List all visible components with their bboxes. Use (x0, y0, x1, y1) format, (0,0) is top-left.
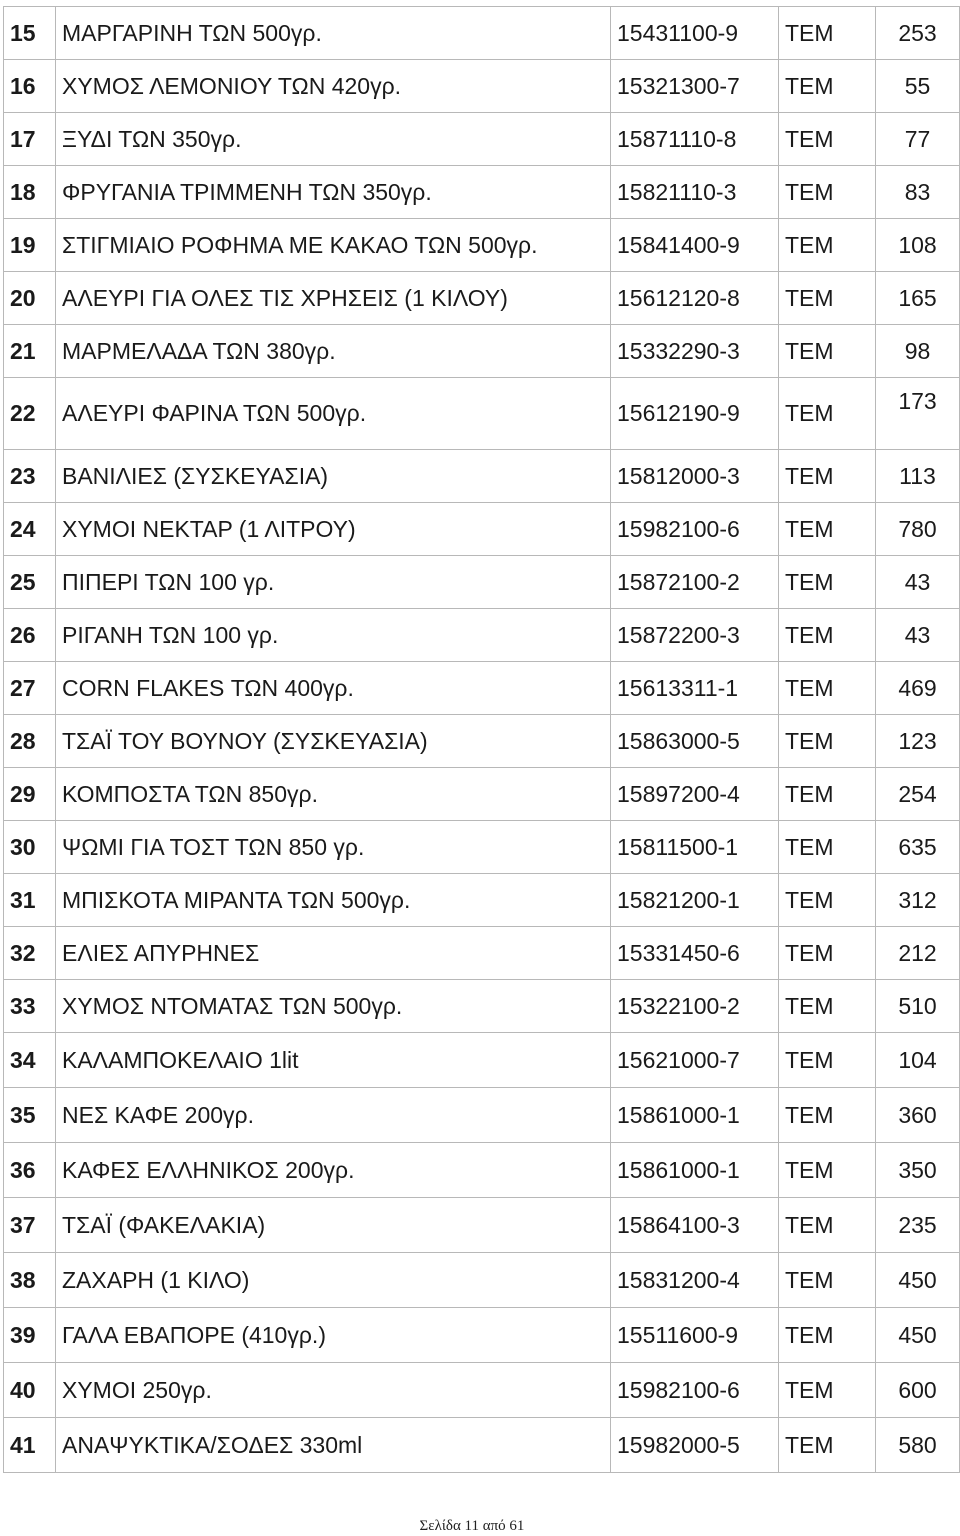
item-cpv-code: 15621000-7 (611, 1033, 779, 1088)
item-cpv-code: 15821110-3 (611, 166, 779, 219)
table-row (4, 503, 960, 556)
table-row (4, 219, 960, 272)
item-cpv-code: 15322100-2 (611, 980, 779, 1033)
item-quantity: 235 (876, 1198, 960, 1253)
table-row (4, 272, 960, 325)
item-quantity: 43 (876, 556, 960, 609)
table-row (4, 556, 960, 609)
item-description: ΖΑΧΑΡΗ (1 ΚΙΛΟ) (56, 1253, 611, 1308)
item-quantity: 360 (876, 1088, 960, 1143)
item-unit: ΤΕΜ (779, 1143, 876, 1198)
table-row (4, 378, 960, 450)
item-number: 16 (4, 60, 56, 113)
item-unit: ΤΕΜ (779, 556, 876, 609)
item-description: ΤΣΑΪ (ΦΑΚΕΛΑΚΙΑ) (56, 1198, 611, 1253)
table-row (4, 1198, 960, 1253)
table-row (4, 1088, 960, 1143)
item-quantity: 635 (876, 821, 960, 874)
table-row (4, 325, 960, 378)
table-row (4, 113, 960, 166)
item-unit: ΤΕΜ (779, 874, 876, 927)
item-cpv-code: 15871110-8 (611, 113, 779, 166)
item-number: 20 (4, 272, 56, 325)
item-unit: ΤΕΜ (779, 1198, 876, 1253)
item-description: ΧΥΜΟΣ ΝΤΟΜΑΤΑΣ ΤΩΝ 500γρ. (56, 980, 611, 1033)
item-unit: ΤΕΜ (779, 821, 876, 874)
item-quantity: 450 (876, 1308, 960, 1363)
item-quantity: 450 (876, 1253, 960, 1308)
item-number: 35 (4, 1088, 56, 1143)
item-quantity: 55 (876, 60, 960, 113)
item-description: ΜΑΡΓΑΡΙΝΗ ΤΩΝ 500γρ. (56, 7, 611, 60)
item-unit: ΤΕΜ (779, 113, 876, 166)
item-quantity: 469 (876, 662, 960, 715)
item-unit: ΤΕΜ (779, 768, 876, 821)
item-cpv-code: 15872100-2 (611, 556, 779, 609)
item-number: 36 (4, 1143, 56, 1198)
table-row (4, 874, 960, 927)
item-quantity: 254 (876, 768, 960, 821)
item-unit: ΤΕΜ (779, 60, 876, 113)
item-description: ΠΙΠΕΡΙ ΤΩΝ 100 γρ. (56, 556, 611, 609)
table-row (4, 166, 960, 219)
item-cpv-code: 15321300-7 (611, 60, 779, 113)
table-row (4, 7, 960, 60)
table-row (4, 662, 960, 715)
item-quantity: 165 (876, 272, 960, 325)
item-quantity: 580 (876, 1418, 960, 1473)
item-cpv-code: 15613311-1 (611, 662, 779, 715)
item-number: 29 (4, 768, 56, 821)
item-cpv-code: 15431100-9 (611, 7, 779, 60)
item-quantity: 350 (876, 1143, 960, 1198)
item-cpv-code: 15821200-1 (611, 874, 779, 927)
item-description: ΧΥΜΟΙ 250γρ. (56, 1363, 611, 1418)
item-number: 22 (4, 378, 56, 450)
item-number: 37 (4, 1198, 56, 1253)
item-quantity: 212 (876, 927, 960, 980)
table-row (4, 1143, 960, 1198)
item-number: 38 (4, 1253, 56, 1308)
table-row (4, 1363, 960, 1418)
item-quantity: 43 (876, 609, 960, 662)
item-description: ΧΥΜΟΣ ΛΕΜΟΝΙΟΥ ΤΩΝ 420γρ. (56, 60, 611, 113)
item-unit: ΤΕΜ (779, 219, 876, 272)
item-description: ΜΑΡΜΕΛΑΔΑ ΤΩΝ 380γρ. (56, 325, 611, 378)
item-description: ΝΕΣ ΚΑΦΕ 200γρ. (56, 1088, 611, 1143)
item-cpv-code: 15982000-5 (611, 1418, 779, 1473)
item-cpv-code: 15982100-6 (611, 1363, 779, 1418)
item-unit: ΤΕΜ (779, 1088, 876, 1143)
item-description: ΑΝΑΨΥΚΤΙΚΑ/ΣΟΔΕΣ 330ml (56, 1418, 611, 1473)
table-row (4, 450, 960, 503)
item-quantity: 123 (876, 715, 960, 768)
item-number: 19 (4, 219, 56, 272)
item-description: ΓΑΛΑ ΕΒΑΠΟΡΕ (410γρ.) (56, 1308, 611, 1363)
item-cpv-code: 15864100-3 (611, 1198, 779, 1253)
item-cpv-code: 15831200-4 (611, 1253, 779, 1308)
item-cpv-code: 15331450-6 (611, 927, 779, 980)
item-description: ΒΑΝΙΛΙΕΣ (ΣΥΣΚΕΥΑΣΙΑ) (56, 450, 611, 503)
table-row (4, 715, 960, 768)
item-number: 15 (4, 7, 56, 60)
item-quantity: 83 (876, 166, 960, 219)
item-cpv-code: 15897200-4 (611, 768, 779, 821)
item-number: 18 (4, 166, 56, 219)
table-row (4, 927, 960, 980)
item-cpv-code: 15861000-1 (611, 1143, 779, 1198)
table-row (4, 1308, 960, 1363)
item-quantity: 312 (876, 874, 960, 927)
item-cpv-code: 15811500-1 (611, 821, 779, 874)
item-number: 17 (4, 113, 56, 166)
item-quantity: 600 (876, 1363, 960, 1418)
item-number: 26 (4, 609, 56, 662)
table-row (4, 768, 960, 821)
item-unit: ΤΕΜ (779, 7, 876, 60)
item-quantity: 104 (876, 1033, 960, 1088)
table-row (4, 821, 960, 874)
item-description: ΨΩΜΙ ΓΙΑ ΤΟΣΤ ΤΩΝ 850 γρ. (56, 821, 611, 874)
item-description: ΕΛΙΕΣ ΑΠΥΡΗΝΕΣ (56, 927, 611, 980)
item-description: ΡΙΓΑΝΗ ΤΩΝ 100 γρ. (56, 609, 611, 662)
table-row (4, 1253, 960, 1308)
item-unit: ΤΕΜ (779, 1363, 876, 1418)
item-description: ΑΛΕΥΡΙ ΦΑΡΙΝΑ ΤΩΝ 500γρ. (56, 378, 611, 450)
item-number: 23 (4, 450, 56, 503)
item-quantity: 173 (876, 378, 960, 450)
item-description: ΚΟΜΠΟΣΤΑ ΤΩΝ 850γρ. (56, 768, 611, 821)
item-number: 33 (4, 980, 56, 1033)
table-row (4, 609, 960, 662)
item-unit: ΤΕΜ (779, 450, 876, 503)
item-unit: ΤΕΜ (779, 980, 876, 1033)
item-number: 31 (4, 874, 56, 927)
item-unit: ΤΕΜ (779, 609, 876, 662)
item-quantity: 253 (876, 7, 960, 60)
item-cpv-code: 15841400-9 (611, 219, 779, 272)
item-number: 30 (4, 821, 56, 874)
item-unit: ΤΕΜ (779, 715, 876, 768)
item-number: 34 (4, 1033, 56, 1088)
item-number: 32 (4, 927, 56, 980)
item-unit: ΤΕΜ (779, 503, 876, 556)
item-cpv-code: 15872200-3 (611, 609, 779, 662)
item-number: 40 (4, 1363, 56, 1418)
item-description: ΤΣΑΪ ΤΟΥ ΒΟΥΝΟΥ (ΣΥΣΚΕΥΑΣΙΑ) (56, 715, 611, 768)
item-unit: ΤΕΜ (779, 1033, 876, 1088)
item-description: ΧΥΜΟΙ ΝΕΚΤΑΡ (1 ΛΙΤΡΟΥ) (56, 503, 611, 556)
items-table-body (4, 7, 960, 1473)
item-description: ΦΡΥΓΑΝΙΑ ΤΡΙΜΜΕΝΗ ΤΩΝ 350γρ. (56, 166, 611, 219)
item-description: CORN FLAKES ΤΩΝ 400γρ. (56, 662, 611, 715)
item-quantity: 98 (876, 325, 960, 378)
items-table (3, 6, 960, 1473)
table-row (4, 980, 960, 1033)
item-unit: ΤΕΜ (779, 325, 876, 378)
item-unit: ΤΕΜ (779, 378, 876, 450)
item-cpv-code: 15332290-3 (611, 325, 779, 378)
item-number: 27 (4, 662, 56, 715)
item-description: ΚΑΛΑΜΠΟΚΕΛΑΙΟ 1lit (56, 1033, 611, 1088)
item-cpv-code: 15612120-8 (611, 272, 779, 325)
item-quantity: 113 (876, 450, 960, 503)
item-unit: ΤΕΜ (779, 1418, 876, 1473)
table-row (4, 1033, 960, 1088)
item-quantity: 108 (876, 219, 960, 272)
item-unit: ΤΕΜ (779, 1253, 876, 1308)
item-description: ΜΠΙΣΚΟΤΑ ΜΙΡΑΝΤΑ ΤΩΝ 500γρ. (56, 874, 611, 927)
item-quantity: 510 (876, 980, 960, 1033)
item-cpv-code: 15612190-9 (611, 378, 779, 450)
item-number: 24 (4, 503, 56, 556)
item-quantity: 77 (876, 113, 960, 166)
table-row (4, 60, 960, 113)
item-description: ΞΥΔΙ ΤΩΝ 350γρ. (56, 113, 611, 166)
item-description: ΑΛΕΥΡΙ ΓΙΑ ΟΛΕΣ ΤΙΣ ΧΡΗΣΕΙΣ (1 ΚΙΛΟΥ) (56, 272, 611, 325)
item-cpv-code: 15812000-3 (611, 450, 779, 503)
item-number: 39 (4, 1308, 56, 1363)
item-cpv-code: 15863000-5 (611, 715, 779, 768)
item-unit: ΤΕΜ (779, 927, 876, 980)
page-number-footer: Σελίδα 11 από 61 (419, 1518, 525, 1534)
item-unit: ΤΕΜ (779, 1308, 876, 1363)
item-unit: ΤΕΜ (779, 662, 876, 715)
item-cpv-code: 15511600-9 (611, 1308, 779, 1363)
item-number: 21 (4, 325, 56, 378)
item-description: ΚΑΦΕΣ ΕΛΛΗΝΙΚΟΣ 200γρ. (56, 1143, 611, 1198)
table-row (4, 1418, 960, 1473)
item-number: 28 (4, 715, 56, 768)
item-number: 41 (4, 1418, 56, 1473)
item-unit: ΤΕΜ (779, 272, 876, 325)
item-number: 25 (4, 556, 56, 609)
item-unit: ΤΕΜ (779, 166, 876, 219)
item-description: ΣΤΙΓΜΙΑΙΟ ΡΟΦΗΜΑ ΜΕ ΚΑΚΑΟ ΤΩΝ 500γρ. (56, 219, 611, 272)
item-cpv-code: 15982100-6 (611, 503, 779, 556)
item-cpv-code: 15861000-1 (611, 1088, 779, 1143)
item-quantity: 780 (876, 503, 960, 556)
